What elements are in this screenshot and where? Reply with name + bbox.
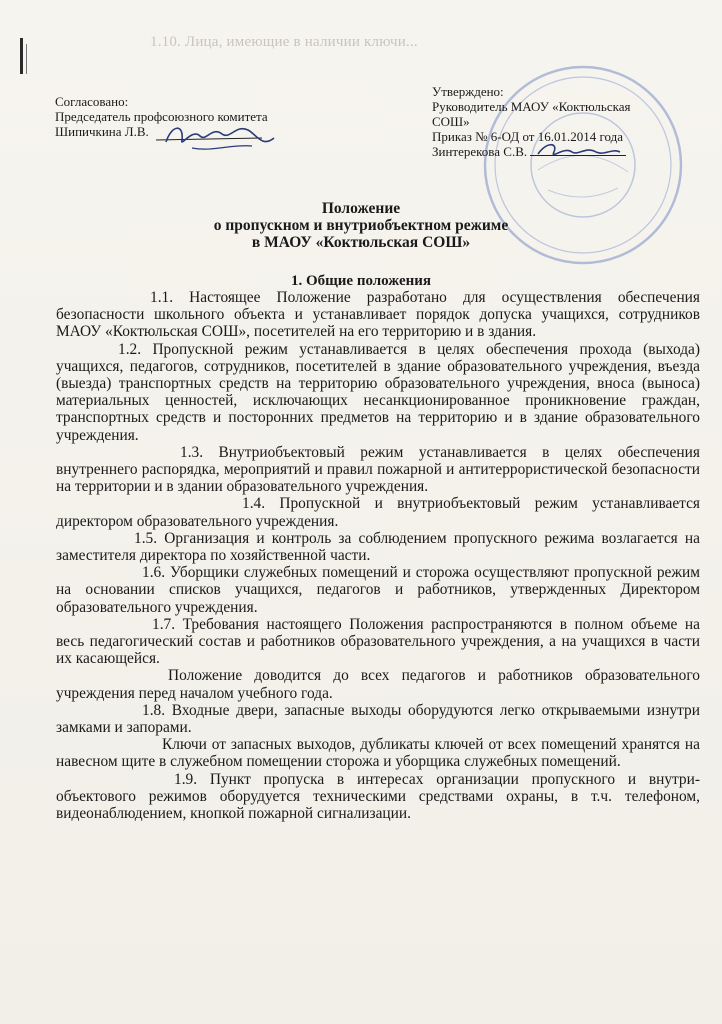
- document-title: [0, 200, 722, 251]
- paragraph: 1.2. Пропускной режим устанавливается в целях обеспечения прохода (выхода) учащихся, педагогов, сотрудников, посетителей в здание образовательного учреждения, въезда (выезда) транспортных средств на территорию образовательного учреждения, вноса (выноса) материальных ценностей, исключающих несанкционированное проникновение граждан, транспортных средств и посторонних предметов на территорию и в здание образовательного учреждения.: [56, 340, 700, 444]
- union-chair-name: Шипичкина Л.В.: [55, 124, 149, 139]
- paragraph: Положение доводится до всех педагогов и работников образовательного учреждения перед началом учебного года.: [56, 667, 700, 702]
- paragraph: 1.7. Требования настоящего Положения распространяются в полном объеме на весь педагогический состав и работников образовательного учреждения, а на учащихся в части их касающейся.: [56, 615, 700, 668]
- title-line-2: о пропускном и внутриобъектном режиме: [213, 217, 509, 234]
- paragraph: 1.6. Уборщики служебных помещений и сторожа осуществляют пропускной режим на основании списков учащихся, педагогов и работников, утвержденных Директором образовательного учреждения.: [56, 564, 700, 616]
- section-heading: 1. Общие положения: [290, 273, 432, 289]
- signature-left: [152, 118, 292, 158]
- signature-right: [534, 138, 624, 166]
- paragraph: 1.1. Настоящее Положение разработано для осуществления обеспечения безопасности школьного объекта и устанавливает порядок допуска учащихся, сотрудников МАОУ «Коктюльская СОШ», посетителей на его территорию и в здания.: [56, 289, 700, 341]
- paragraph: 1.9. Пункт пропуска в интересах организации пропускного и внутри-объектового режимов оборудуется техническими средствами охраны, в т.ч. телефоном, видеонаблюдением, кнопкой пожарной сигнализации.: [56, 770, 700, 823]
- approved-label: Утверждено:: [432, 84, 504, 99]
- bleed-through-text: 1.10. Лица, имеющие в наличии ключи...: [150, 34, 418, 50]
- margin-mark-thin: [26, 44, 27, 74]
- agreed-label: Согласовано:: [55, 94, 129, 109]
- paragraph: 1.3. Внутриобъектовый режим устанавливается в целях обеспечения внутреннего распорядка, мероприятий и правил пожарной и антитеррористической безопасности на территории и в здании образовательного учреждения.: [56, 443, 700, 496]
- margin-mark: [20, 38, 23, 74]
- director-name: Зинтерекова С.В.: [432, 144, 528, 159]
- paragraph: Ключи от запасных выходов, дубликаты ключей от всех помещений хранятся на навесном щите в служебном помещении сторожа и уборщика служебных помещений.: [56, 736, 700, 771]
- paragraph: 1.5. Организация и контроль за соблюдением пропускного режима возлагается на заместителя директора по хозяйственной части.: [56, 529, 700, 565]
- union-chair-title: Председатель профсоюзного комитета: [55, 109, 268, 124]
- document-body: [56, 289, 700, 822]
- paragraph: 1.4. Пропускной и внутриобъектовый режим устанавливается директором образовательного учреждения.: [56, 495, 700, 530]
- title-line-3: в МАОУ «Коктюльская СОШ»: [251, 234, 471, 251]
- paragraph: 1.8. Входные двери, запасные выходы оборудуются легко открываемыми изнутри замками и запорами.: [56, 701, 700, 737]
- order-reference: Приказ № 6-ОД от 16.01.2014 года: [432, 129, 623, 144]
- director-title: Руководитель МАОУ «Коктюльская: [432, 99, 631, 114]
- title-line-1: Положение: [321, 200, 401, 217]
- school-name-cont: СОШ»: [432, 114, 470, 129]
